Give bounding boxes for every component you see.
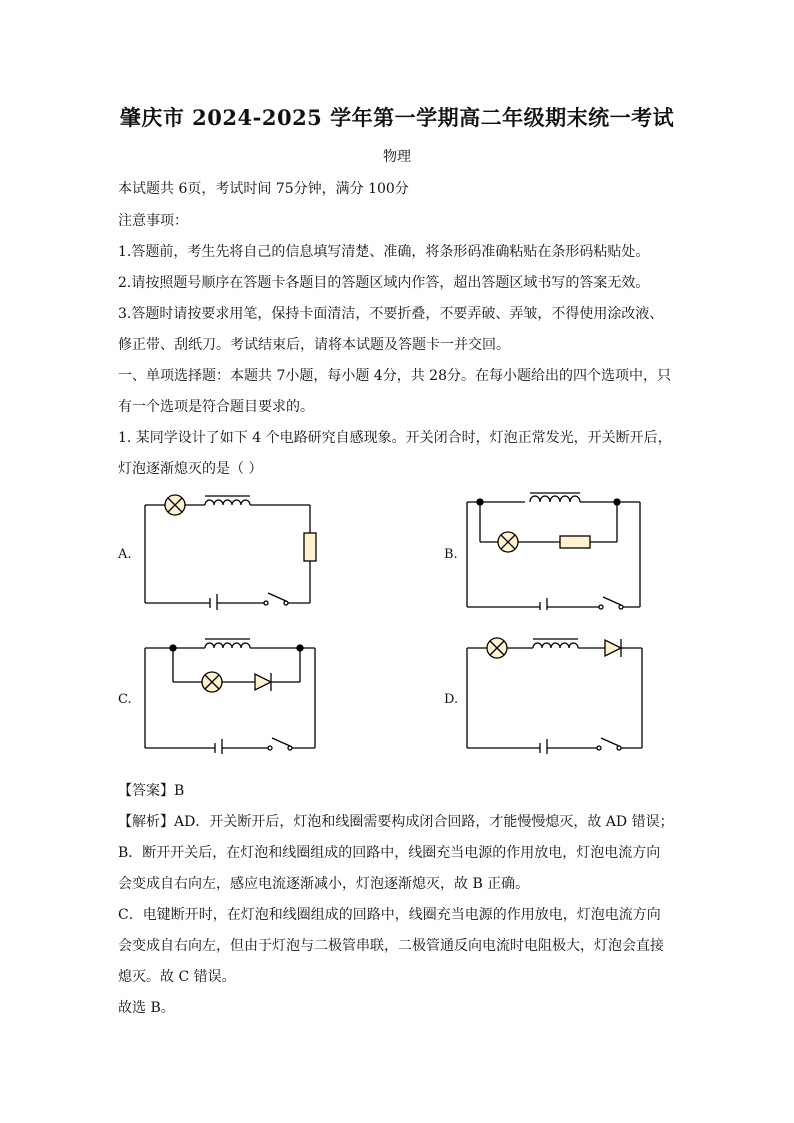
switch-icon [272, 738, 290, 746]
switch-icon [601, 738, 619, 746]
analysis-line-2: B．断开开关后，在灯泡和线圈组成的回路中，线圈充当电源的作用放电，灯泡电流方向 [118, 845, 661, 861]
analysis-line-6: 熄灭。故 C 错误。 [118, 969, 236, 985]
notice-item-1: 1.答题前，考生先将自己的信息填写清楚、准确，将条形码准确粘贴在条形码粘贴处。 [118, 244, 650, 260]
notice-item-3b: 修正带、刮纸刀。考试结束后，请将本试题及答题卡一并交回。 [118, 337, 510, 353]
diode-icon [605, 640, 621, 656]
notice-item-3a: 3.答题时请按要求用笔，保持卡面清洁，不要折叠，不要弄破、弄皱，不得使用涂改液、 [118, 306, 664, 322]
analysis-line-4: C．电键断开时，在灯泡和线圈组成的回路中，线圈充当电源的作用放电，灯泡电流方向 [118, 907, 661, 923]
diode-icon [255, 674, 271, 690]
resistor-icon [304, 533, 316, 561]
switch-icon [603, 597, 621, 605]
page-title: 肇庆市 2024-2025 学年第一学期高二年级期末统一考试 [119, 105, 675, 130]
inductor-coil-icon [533, 643, 578, 648]
inductor-coil-icon [205, 643, 250, 648]
notice-title: 注意事项： [118, 213, 188, 229]
question-stem-1: 1. 某同学设计了如下 4 个电路研究自感现象。开关闭合时，灯泡正常发光，开关断开后， [118, 430, 672, 446]
question-stem-2: 灯泡逐渐熄灭的是（ ） [118, 461, 263, 477]
circuit-b [460, 490, 650, 610]
exam-info: 本试题共 6页，考试时间 75分钟，满分 100分 [118, 181, 409, 197]
circuit-d [460, 632, 650, 754]
analysis-line-3: 会变成自右向左，感应电流逐渐减小，灯泡逐渐熄灭，故 B 正确。 [118, 876, 530, 892]
conclusion: 故选 B。 [118, 1000, 175, 1016]
analysis-line-5: 会变成自右向左，但由于灯泡与二极管串联，二极管通反向电流时电阻极大，灯泡会直接 [118, 938, 664, 954]
resistor-icon [560, 536, 590, 548]
circuit-c [140, 632, 320, 754]
analysis-line-1: 【解析】AD．开关断开后，灯泡和线圈需要构成闭合回路，才能慢慢熄灭，故 AD 错误； [118, 814, 674, 830]
option-d-label: D. [444, 692, 459, 707]
option-b-label: B. [444, 547, 458, 562]
section-heading-1: 一、单项选择题：本题共 7小题，每小题 4分，共 28分。在每小题给出的四个选项中，只 [118, 368, 671, 384]
subject-title: 物理 [383, 149, 411, 165]
inductor-coil-icon [205, 500, 250, 505]
circuit-a [140, 490, 320, 610]
inductor-coil-icon [530, 496, 580, 502]
option-c-label: C. [118, 692, 132, 707]
notice-item-2: 2.请按照题号顺序在答题卡各题目的答题区域内作答，超出答题区域书写的答案无效。 [118, 275, 650, 291]
answer-label: 【答案】B [118, 783, 185, 799]
option-a-label: A. [118, 547, 132, 562]
switch-icon [268, 593, 286, 601]
section-heading-2: 有一个选项是符合题目要求的。 [118, 399, 314, 415]
